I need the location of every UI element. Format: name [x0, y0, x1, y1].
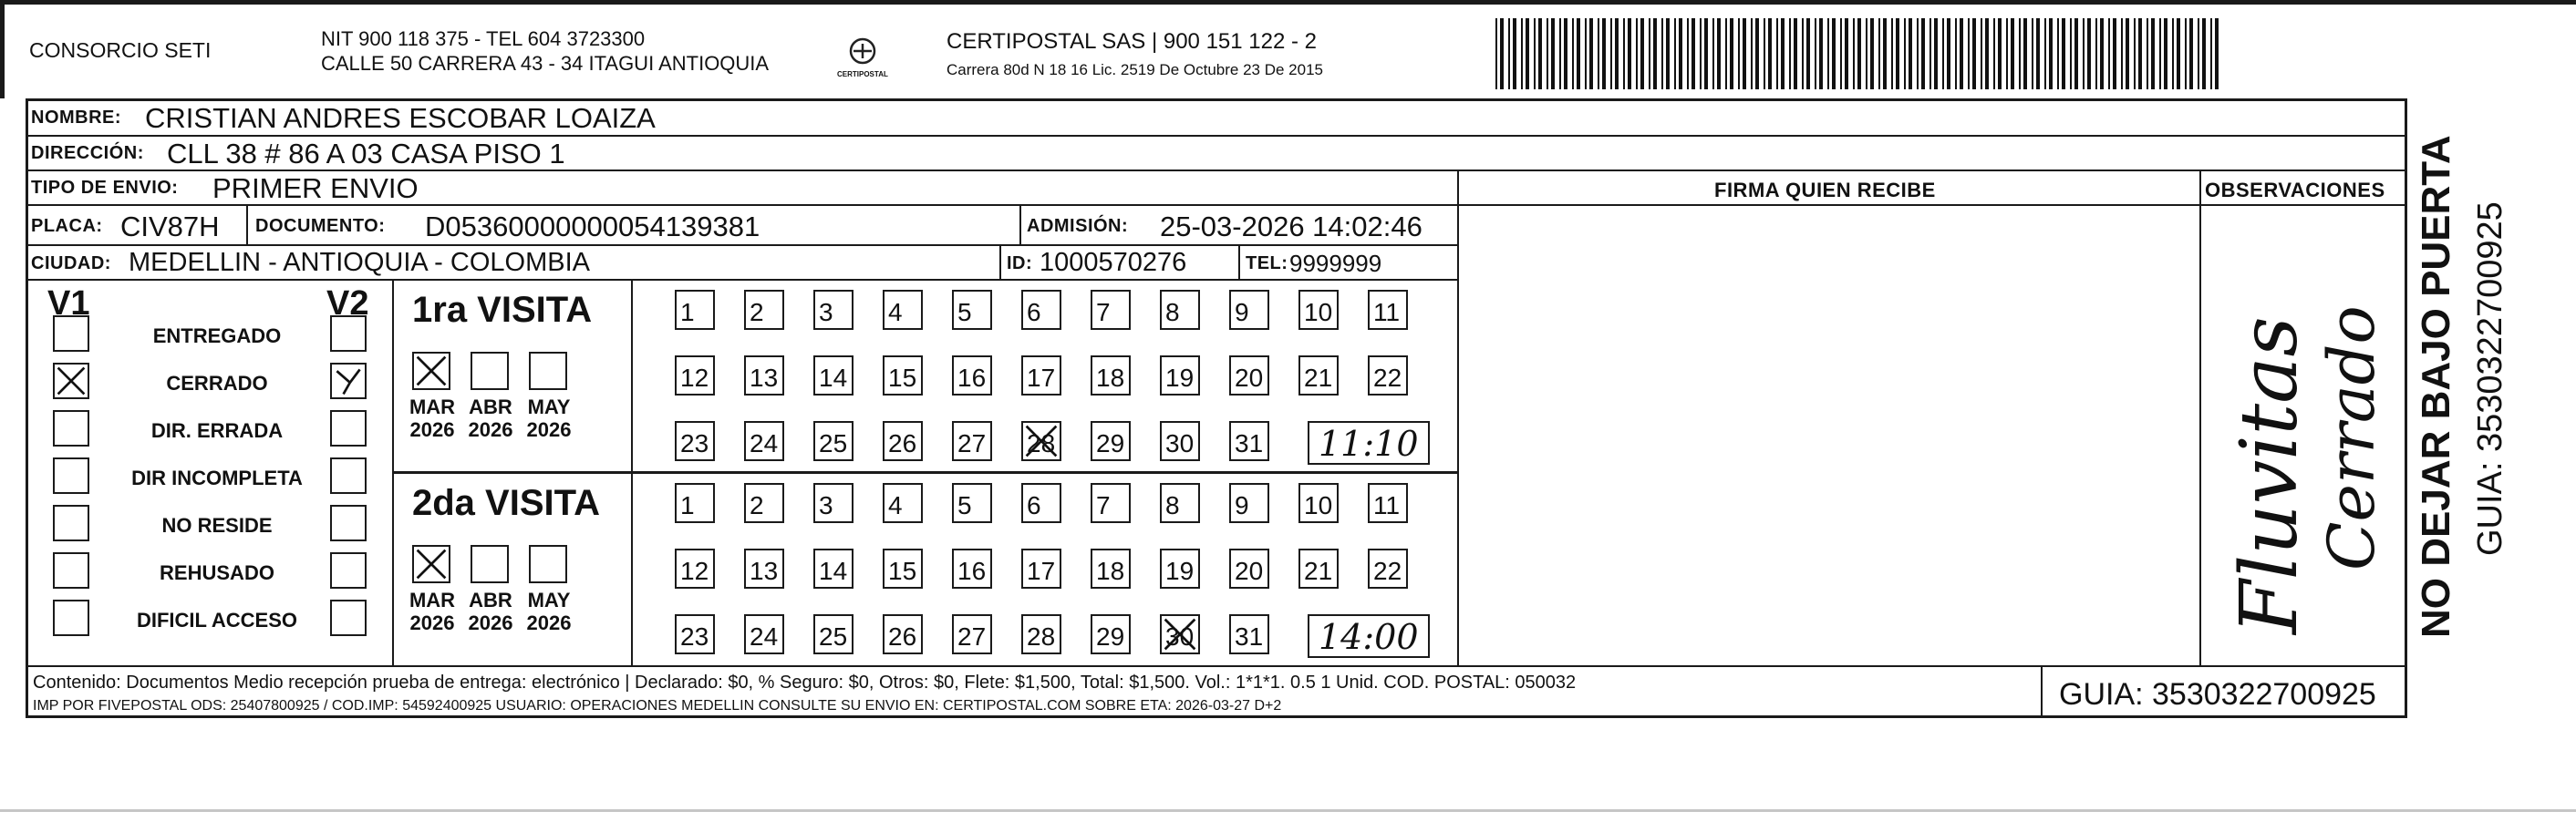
- second-visit-day-box[interactable]: [1160, 614, 1200, 654]
- second-visit-day-box[interactable]: [1229, 483, 1269, 523]
- first-visit-day-box[interactable]: [1160, 421, 1200, 461]
- first-visit-day-box[interactable]: [1229, 290, 1269, 330]
- month-name: ABR: [469, 589, 512, 611]
- status-label: CERRADO: [166, 372, 268, 395]
- first-visit-day-box[interactable]: [1021, 290, 1061, 330]
- day-number: 27: [957, 622, 987, 651]
- first-visit-day-box[interactable]: [1229, 355, 1269, 396]
- left-edge: [0, 0, 5, 98]
- handwriting-line-1: Fluvitas: [2224, 316, 2315, 634]
- x-mark-icon: [55, 365, 88, 397]
- first-visit-day-box[interactable]: [1091, 421, 1131, 461]
- ciudad-label: CIUDAD:: [31, 253, 111, 273]
- month-year: 2026: [526, 611, 572, 635]
- v1-checkbox[interactable]: [53, 552, 89, 589]
- day-number: 5: [957, 491, 972, 519]
- second-visit-day-box[interactable]: [1091, 549, 1131, 589]
- first-visit-day-box[interactable]: [1160, 290, 1200, 330]
- first-visit-day-box[interactable]: [952, 355, 992, 396]
- sender-name: CONSORCIO SETI: [29, 38, 212, 62]
- day-number: 23: [680, 429, 709, 457]
- nombre-value: CRISTIAN ANDRES ESCOBAR LOAIZA: [145, 102, 656, 134]
- day-number: 13: [750, 557, 779, 585]
- sender-nit: NIT 900 118 375 - TEL 604 3723300: [321, 27, 646, 50]
- day-number: 26: [888, 622, 917, 651]
- day-number: 14: [819, 557, 848, 585]
- status-label: DIR. ERRADA: [150, 419, 284, 442]
- firma-label: FIRMA QUIEN RECIBE: [1714, 179, 1936, 201]
- row-line-2: [26, 170, 2407, 171]
- month-name: MAY: [527, 396, 571, 418]
- second-visit-day-box[interactable]: [1368, 549, 1408, 589]
- month-year: 2026: [409, 611, 455, 635]
- top-border: [0, 0, 2576, 5]
- day-number: 3: [819, 491, 833, 519]
- first-visit-day-box[interactable]: [744, 421, 784, 461]
- first-visit-time-value: 11:10: [1319, 424, 1419, 464]
- v1-checkbox[interactable]: [53, 315, 89, 352]
- first-visit-day-box[interactable]: [1368, 290, 1408, 330]
- firma-divider: [1457, 170, 1459, 665]
- first-visit-day-box[interactable]: [675, 355, 715, 396]
- footer-imp: IMP POR FIVEPOSTAL ODS: 25407800925 / COD.IMP: 54592400925 USUARIO: OPERACIONES MEDELLIN CONSULTE SU ENVIO EN: CERTIPOSTAL.COM SOBRE ETA: 2026-03-27 D+2: [33, 698, 1282, 714]
- status-label: REHUSADO: [160, 561, 274, 584]
- day-number: 2: [750, 491, 764, 519]
- direccion-label: DIRECCIÓN:: [31, 143, 144, 163]
- documento-value: D05360000000054139381: [425, 211, 760, 242]
- first-visit-day-box[interactable]: [744, 355, 784, 396]
- v1-checkbox[interactable]: [53, 457, 89, 494]
- second-visit-month-label: [405, 589, 460, 635]
- v2-checkbox[interactable]: [330, 505, 367, 541]
- first-visit-title: 1ra VISITA: [412, 290, 593, 330]
- v2-header: V2: [326, 284, 369, 323]
- month-name: MAR: [409, 396, 456, 418]
- day-number: 12: [680, 557, 709, 585]
- first-visit-month-checkbox[interactable]: [412, 352, 450, 390]
- first-visit-time-box[interactable]: [1308, 421, 1430, 465]
- day-number: 28: [1027, 429, 1056, 457]
- second-visit-day-box[interactable]: [744, 549, 784, 589]
- cut-line: [0, 809, 2576, 812]
- v1-checkbox[interactable]: [53, 363, 89, 399]
- day-number: 4: [888, 298, 903, 326]
- day-number: 3: [819, 298, 833, 326]
- month-name: MAR: [409, 589, 456, 611]
- day-number: 18: [1096, 364, 1125, 392]
- day-number: 22: [1373, 364, 1402, 392]
- v2-checkbox[interactable]: [330, 363, 367, 399]
- month-year: 2026: [526, 418, 572, 442]
- day-number: 24: [750, 429, 779, 457]
- day-number: 8: [1165, 298, 1180, 326]
- second-visit-month-label: [522, 589, 576, 635]
- day-number: 4: [888, 491, 903, 519]
- day-number: 31: [1235, 622, 1264, 651]
- first-visit-day-box[interactable]: [1298, 355, 1339, 396]
- day-number: 7: [1096, 491, 1111, 519]
- day-number: 18: [1096, 557, 1125, 585]
- tipo-value: PRIMER ENVIO: [212, 172, 419, 204]
- second-visit-day-box[interactable]: [744, 614, 784, 654]
- v1-checkbox[interactable]: [53, 505, 89, 541]
- row-line-5: [26, 279, 1457, 281]
- observaciones-area: [2199, 206, 2407, 665]
- day-number: 16: [957, 557, 987, 585]
- first-visit-month-checkbox[interactable]: [529, 352, 567, 390]
- first-visit-day-box[interactable]: [813, 421, 853, 461]
- x-mark-icon: [1162, 616, 1198, 652]
- v1-header: V1: [47, 284, 90, 323]
- v1-checkbox[interactable]: [53, 600, 89, 636]
- day-number: 15: [888, 557, 917, 585]
- second-visit-day-box[interactable]: [813, 614, 853, 654]
- first-visit-day-box[interactable]: [883, 355, 923, 396]
- placa-value: CIV87H: [120, 211, 220, 242]
- second-visit-day-box[interactable]: [952, 614, 992, 654]
- x-mark-icon: [1023, 423, 1060, 459]
- day-number: 17: [1027, 557, 1056, 585]
- second-visit-day-box[interactable]: [952, 483, 992, 523]
- footer-contenido: Contenido: Documentos Medio recepción prueba de entrega: electrónico | Declarado: $0, % Seguro: $0, Otros: $0, Flete: $1,500, Total: $1,500. Vol.: 1*1*1. 0.5 1 Unid. COD. POSTAL: 050032: [33, 673, 1577, 693]
- id-divider: [999, 244, 1001, 279]
- second-visit-time-box[interactable]: [1308, 614, 1430, 658]
- second-visit-day-box[interactable]: [675, 483, 715, 523]
- admision-divider: [1019, 204, 1021, 244]
- admision-label: ADMISIÓN:: [1027, 216, 1129, 236]
- month-name: MAY: [527, 589, 571, 611]
- second-visit-month-label: [463, 589, 518, 635]
- second-visit-day-box[interactable]: [1091, 483, 1131, 523]
- day-number: 14: [819, 364, 848, 392]
- v2-checkbox[interactable]: [330, 315, 367, 352]
- second-visit-day-box[interactable]: [1368, 483, 1408, 523]
- tel-divider: [1238, 244, 1240, 279]
- day-number: 29: [1096, 622, 1125, 651]
- second-visit-day-box[interactable]: [813, 483, 853, 523]
- month-year: 2026: [468, 418, 513, 442]
- first-visit-day-box[interactable]: [952, 421, 992, 461]
- first-visit-day-box[interactable]: [1021, 421, 1061, 461]
- v2-checkbox[interactable]: [330, 457, 367, 494]
- first-visit-month-label: [405, 396, 460, 442]
- day-number: 29: [1096, 429, 1125, 457]
- day-number: 21: [1304, 364, 1333, 392]
- second-visit-day-box[interactable]: [1021, 614, 1061, 654]
- second-visit-day-box[interactable]: [1021, 483, 1061, 523]
- form-left-line: [26, 98, 28, 718]
- second-visit-day-box[interactable]: [1091, 614, 1131, 654]
- second-visit-time-value: 14:00: [1319, 617, 1419, 657]
- day-number: 11: [1373, 491, 1401, 519]
- id-value: 1000570276: [1040, 248, 1187, 277]
- footer-guia: GUIA: 3530322700925: [2059, 677, 2376, 712]
- second-visit-day-box[interactable]: [813, 549, 853, 589]
- day-number: 7: [1096, 298, 1111, 326]
- status-label: ENTREGADO: [152, 324, 282, 347]
- v1-checkbox[interactable]: [53, 410, 89, 447]
- first-visit-day-box[interactable]: [1298, 290, 1339, 330]
- x-mark-icon: [414, 354, 449, 388]
- side-guia: GUIA: 3530322700925: [2471, 201, 2509, 556]
- observaciones-label: OBSERVACIONES: [2205, 179, 2385, 201]
- second-visit-day-box[interactable]: [675, 614, 715, 654]
- documento-label: DOCUMENTO:: [255, 216, 386, 236]
- day-number: 10: [1304, 491, 1333, 519]
- day-number: 21: [1304, 557, 1333, 585]
- status-label: DIFICIL ACCESO: [136, 609, 297, 632]
- day-number: 6: [1027, 298, 1041, 326]
- v2-checkbox[interactable]: [330, 410, 367, 447]
- id-label: ID:: [1007, 253, 1033, 273]
- day-number: 30: [1165, 622, 1195, 651]
- barcode: [1495, 18, 2225, 91]
- admision-value: 25-03-2026 14:02:46: [1160, 211, 1422, 242]
- day-number: 9: [1235, 298, 1249, 326]
- placa-divider: [246, 204, 248, 244]
- second-visit-day-box[interactable]: [952, 549, 992, 589]
- first-visit-day-box[interactable]: [1229, 421, 1269, 461]
- first-visit-day-box[interactable]: [883, 290, 923, 330]
- first-visit-month-checkbox[interactable]: [471, 352, 509, 390]
- first-visit-day-box[interactable]: [1368, 355, 1408, 396]
- row-line-1: [26, 135, 2407, 137]
- month-name: ABR: [469, 396, 512, 418]
- v2-checkbox[interactable]: [330, 600, 367, 636]
- row-line-4: [26, 244, 1457, 246]
- second-visit-day-box[interactable]: [675, 549, 715, 589]
- form-top-line: [26, 98, 2407, 101]
- day-number: 31: [1235, 429, 1264, 457]
- day-number: 6: [1027, 491, 1041, 519]
- day-number: 19: [1165, 364, 1195, 392]
- month-year: 2026: [409, 418, 455, 442]
- day-number: 24: [750, 622, 779, 651]
- second-visit-day-box[interactable]: [1298, 483, 1339, 523]
- second-visit-day-box[interactable]: [1229, 549, 1269, 589]
- month-year: 2026: [468, 611, 513, 635]
- second-visit-title: 2da VISITA: [412, 483, 600, 523]
- first-visit-day-box[interactable]: [1160, 355, 1200, 396]
- first-visit-day-box[interactable]: [1021, 355, 1061, 396]
- second-visit-day-box[interactable]: [883, 614, 923, 654]
- second-visit-day-box[interactable]: [883, 549, 923, 589]
- tel-value: 9999999: [1289, 250, 1382, 277]
- nombre-label: NOMBRE:: [31, 108, 122, 128]
- direccion-value: CLL 38 # 86 A 03 CASA PISO 1: [167, 138, 565, 170]
- day-number: 25: [819, 622, 848, 651]
- carrier-line: CERTIPOSTAL SAS | 900 151 122 - 2: [947, 29, 1317, 54]
- row-line-3: [26, 204, 2407, 206]
- day-number: 19: [1165, 557, 1195, 585]
- x-mark-icon: [414, 547, 449, 581]
- day-number: 30: [1165, 429, 1195, 457]
- status-label: DIR INCOMPLETA: [131, 467, 303, 489]
- first-visit-day-box[interactable]: [813, 290, 853, 330]
- day-number: 13: [750, 364, 779, 392]
- second-visit-month-checkbox[interactable]: [412, 545, 450, 583]
- day-number: 9: [1235, 491, 1249, 519]
- first-visit-month-label: [522, 396, 576, 442]
- v2-checkbox[interactable]: [330, 552, 367, 589]
- day-number: 8: [1165, 491, 1180, 519]
- second-visit-day-box[interactable]: [1021, 549, 1061, 589]
- row-line-footer: [26, 665, 2407, 667]
- placa-label: PLACA:: [31, 216, 103, 236]
- certipostal-logo: [837, 35, 888, 82]
- day-number: 20: [1235, 364, 1264, 392]
- second-visit-day-box[interactable]: [1160, 483, 1200, 523]
- second-visit-day-box[interactable]: [883, 483, 923, 523]
- first-visit-day-box[interactable]: [1091, 355, 1131, 396]
- day-number: 20: [1235, 557, 1264, 585]
- day-number: 11: [1373, 298, 1401, 326]
- day-number: 27: [957, 429, 987, 457]
- day-number: 1: [680, 491, 695, 519]
- day-number: 1: [680, 298, 695, 326]
- carrier-sub: Carrera 80d N 18 16 Lic. 2519 De Octubre 23 De 2015: [947, 61, 1323, 78]
- day-number: 16: [957, 364, 987, 392]
- day-number: 12: [680, 364, 709, 392]
- check-mark-icon: [332, 365, 365, 397]
- first-visit-day-box[interactable]: [813, 355, 853, 396]
- day-number: 5: [957, 298, 972, 326]
- status-label: NO RESIDE: [161, 514, 273, 537]
- visits-days-line: [631, 279, 633, 665]
- day-number: 2: [750, 298, 764, 326]
- first-visit-day-box[interactable]: [952, 290, 992, 330]
- first-visit-day-box[interactable]: [675, 421, 715, 461]
- sender-address: CALLE 50 CARRERA 43 - 34 ITAGUI ANTIOQUIA: [321, 52, 770, 75]
- second-visit-day-box[interactable]: [1298, 549, 1339, 589]
- first-visit-month-label: [463, 396, 518, 442]
- logo-text: CERTIPOSTAL: [837, 70, 888, 78]
- no-dejar-warning: NO DEJAR BAJO PUERTA: [2414, 135, 2458, 638]
- visits-mid-line: [392, 471, 1457, 474]
- tipo-label: TIPO DE ENVIO:: [31, 178, 179, 198]
- day-number: 17: [1027, 364, 1056, 392]
- day-number: 28: [1027, 622, 1056, 651]
- first-visit-day-box[interactable]: [744, 290, 784, 330]
- day-number: 23: [680, 622, 709, 651]
- first-visit-day-box[interactable]: [883, 421, 923, 461]
- ciudad-value: MEDELLIN - ANTIOQUIA - COLOMBIA: [129, 248, 590, 277]
- second-visit-month-checkbox[interactable]: [529, 545, 567, 583]
- handwriting-line-2: Cerrado: [2314, 305, 2389, 570]
- day-number: 26: [888, 429, 917, 457]
- day-number: 15: [888, 364, 917, 392]
- form-bottom-line: [26, 715, 2407, 718]
- first-visit-day-box[interactable]: [675, 290, 715, 330]
- second-visit-day-box[interactable]: [1229, 614, 1269, 654]
- second-visit-month-checkbox[interactable]: [471, 545, 509, 583]
- tel-label: TEL:: [1246, 253, 1288, 273]
- footer-guia-divider: [2041, 665, 2043, 715]
- first-visit-day-box[interactable]: [1091, 290, 1131, 330]
- second-visit-day-box[interactable]: [1160, 549, 1200, 589]
- day-number: 10: [1304, 298, 1333, 326]
- day-number: 22: [1373, 557, 1402, 585]
- day-number: 25: [819, 429, 848, 457]
- second-visit-day-box[interactable]: [744, 483, 784, 523]
